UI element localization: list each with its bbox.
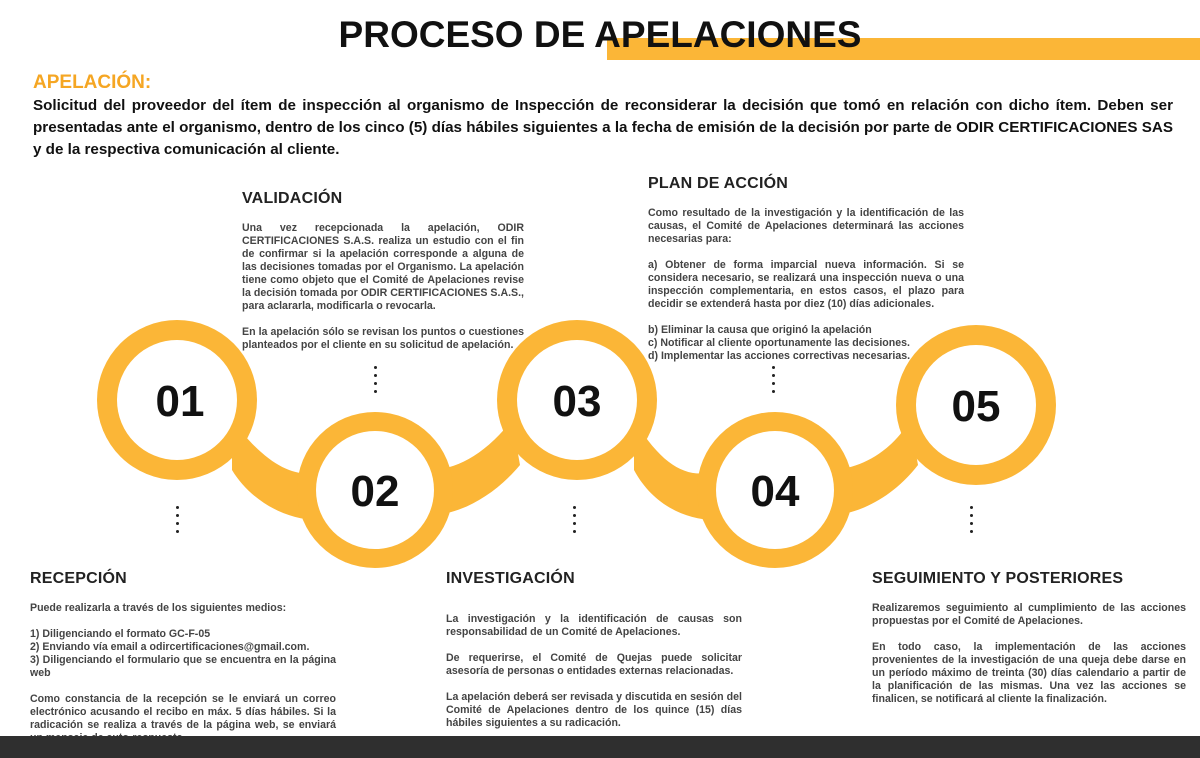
step-number-01: 01: [155, 377, 205, 426]
step-paragraph: b) Eliminar la causa que originó la apelación c) Notificar al cliente oportunamente las decisiones. d) Implementar las acciones correctivas necesarias.: [648, 324, 911, 362]
step-number-03: 03: [552, 377, 602, 426]
definition-label: APELACIÓN:: [33, 72, 152, 93]
step-title: PLAN DE ACCIÓN: [648, 175, 788, 192]
step-body: [872, 602, 1186, 706]
step-paragraph: De requerirse, el Comité de Quejas puede solicitar asesoría de personas o entidades externas relacionadas.: [446, 652, 742, 677]
dots-step-02: [374, 366, 378, 398]
definition-text: Solicitud del proveedor del ítem de inspección al organismo de Inspección de reconsiderar la decisión que tomó en relación con dicho ítem. Deben ser presentadas ante el organismo, dentro de los cinco (5) días hábiles siguientes a la fecha de emisión de la decisión por parte de ODIR CERTIFICACIONES SAS y de la respectiva comunicación al cliente.: [33, 97, 1173, 158]
dots-step-01: [176, 506, 180, 538]
step-paragraph: 1) Diligenciando el formato GC-F-05 2) Enviando vía email a odircertificaciones@gmail.com. 3) Diligenciando el formulario que se encuentra en la página web: [30, 628, 336, 679]
step-number-02: 02: [350, 467, 400, 516]
step-title: SEGUIMIENTO Y POSTERIORES: [872, 570, 1124, 587]
step-block-recepcion: [30, 570, 336, 745]
step-block-validacion: [242, 190, 524, 352]
step-paragraph: Como resultado de la investigación y la identificación de las causas, el Comité de Apelaciones determinará las acciones necesarias para:: [648, 207, 964, 245]
page-title: PROCESO DE APELACIONES: [338, 14, 862, 55]
dots-step-03: [573, 506, 577, 538]
step-body: [242, 222, 524, 352]
step-paragraph: Como constancia de la recepción se le enviará un correo electrónico acusando el recibo en máx. 5 días hábiles. Si la radicación se realiza a través de la página web, se enviará: [30, 693, 336, 731]
step-paragraph: Realizaremos seguimiento al cumplimiento de las acciones propuestas por el Comité de Apelaciones.: [872, 602, 1186, 627]
footer-bar: [0, 736, 1200, 758]
step-paragraph: En todo caso, la implementación de las acciones provenientes de la investigación de una queja debe darse en un período máximo de treinta (30) días calendario a partir de la planificación de las mismas. Una vez las acciones se finalicen, se notificará al cliente la finalización.: [872, 641, 1186, 705]
step-number-04: 04: [750, 467, 800, 516]
step-body: [446, 613, 742, 730]
step-title: RECEPCIÓN: [30, 570, 127, 587]
dots-step-05: [970, 506, 974, 538]
step-block-seguimiento: [872, 570, 1186, 706]
step-number-05: 05: [951, 382, 1001, 431]
step-block-investigacion: [446, 570, 742, 730]
step-paragraph: Puede realizarla a través de los siguientes medios:: [30, 602, 287, 614]
dots-step-04: [772, 366, 776, 398]
step-paragraph: La apelación deberá ser revisada y discutida en sesión del Comité de Apelaciones dentro de los quince (15) días hábiles siguientes a su radicación.: [446, 691, 742, 729]
step-paragraph: La investigación y la identificación de causas son responsabilidad de un Comité de Apelaciones.: [446, 613, 742, 638]
step-title: VALIDACIÓN: [242, 190, 343, 207]
step-paragraph: a) Obtener de forma imparcial nueva información. Si se considera necesario, se realizará una inspección nueva o una inspección complementaria, en estos casos, el plazo para decidir se extenderá hasta por diez (10) días adicionales.: [648, 259, 964, 310]
step-body: [30, 602, 336, 745]
step-title: INVESTIGACIÓN: [446, 570, 575, 587]
step-paragraph: Una vez recepcionada la apelación, ODIR CERTIFICACIONES S.A.S. realiza un estudio con el fin de confirmar si la apelación corresponde a alguna de las decisiones tomadas por el Organismo. La apelación tiene como objeto que el Comité de Apelaciones revise la decisión tomada por ODIR CERTIFICACIONES S.A.S., para aclararla, modificarla o revocarla.: [242, 222, 524, 312]
step-paragraph: En la apelación sólo se revisan los puntos o cuestiones planteados por el cliente en su solicitud de apelación.: [242, 326, 524, 351]
step-block-plan-de-accion: [648, 175, 964, 363]
step-body: [648, 207, 964, 363]
